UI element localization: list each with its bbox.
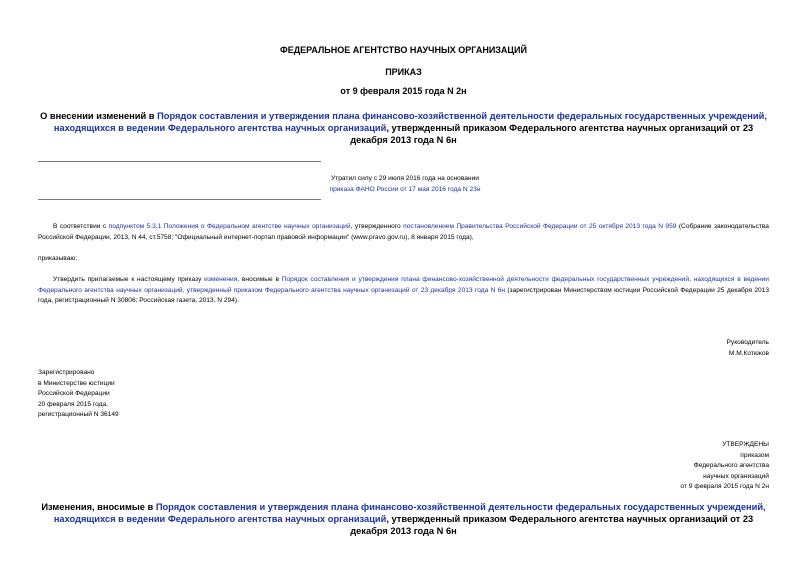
signer-name: М.М.Котюков (728, 349, 769, 357)
lost-force-text: Утратил силу с 29 июля 2016 года на основании (331, 175, 479, 182)
document-title (38, 110, 769, 146)
registration-line: Зарегистрировано (38, 369, 95, 376)
document-date-number: от 9 февраля 2015 года N 2н (340, 86, 467, 96)
approved-line: научных организаций (703, 472, 769, 480)
separator-line-top (38, 161, 321, 162)
preamble-text-1: В соответствии с (53, 223, 109, 230)
procedure-link[interactable]: Порядок составления и утверждения плана финансово-хозяйственной деятельности федеральных государственных учреждений, находящихся в ведении Федерального агентства научных организаций, утвержденный приказом Федерального агентства научных организаций от 23 декабря 2013 года N 6н (38, 276, 769, 294)
changes-title-procedure-link[interactable]: Порядок составления и утверждения плана финансово-хозяйственной деятельности федеральных государственных учреждений, находящихся в ведении Федерального агентства научных организаций (53, 502, 766, 524)
government-decree-link[interactable]: постановлением Правительства Российской Федерации от 25 октября 2013 года N 959 (403, 223, 677, 230)
approved-line: от 9 февраля 2015 года N 2н (680, 483, 769, 490)
changes-title-prefix: Изменения, вносимые в (41, 502, 156, 512)
approved-line: Федерального агентства (693, 462, 769, 469)
approve-text-2: , вносимые в (237, 276, 282, 283)
order-word: приказываю: (38, 255, 78, 262)
approve-text-3: (зарегистрирован Министерством юстиции Российской Федерации 25 декабря 2013 года, регистрационный N 30806; Российская газета, 2013, N 294). (38, 286, 769, 304)
registration-line: регистрационный N 36149 (38, 411, 119, 418)
title-procedure-link[interactable]: Порядок составления и утверждения плана финансово-хозяйственной деятельности федеральных государственных учреждений, находящихся в ведении Федерального агентства научных организаций (53, 111, 767, 133)
registration-line: в Министерстве юстиции (38, 379, 115, 387)
changes-link[interactable]: изменения (204, 276, 238, 283)
registration-block (38, 368, 119, 421)
preamble-paragraph (38, 222, 769, 243)
preamble-text-2: , утвержденного (350, 223, 404, 230)
regulation-link[interactable]: подпунктом 5.3.1 Положения о Федеральном агентстве научных организаций (108, 223, 351, 230)
signer-role: Руководитель (726, 339, 769, 346)
lost-force-link[interactable]: приказа ФАНО России от 17 мая 2016 года N 23н (329, 186, 481, 193)
title-suffix: , утвержденный приказом Федерального агентства научных организаций от 23 декабря 2013 года N 6н (350, 123, 754, 145)
signature-block (727, 338, 769, 359)
preamble-text-3: (Собрание законодательства Российской Федерации, 2013, N 44, ст.5758; "Официальный интернет-портал правовой информации" (www.pravo.gov.ru), 8 января 2015 года), (38, 223, 769, 241)
approved-line: приказом (740, 451, 769, 459)
agency-name: ФЕДЕРАЛЬНОЕ АГЕНТСТВО НАУЧНЫХ ОРГАНИЗАЦИЙ (280, 45, 527, 55)
changes-title-suffix: , утвержденный приказом Федерального агентства научных организаций от 23 декабря 2013 года N 6н (350, 514, 754, 536)
changes-title (38, 501, 769, 537)
approved-block (680, 440, 769, 493)
approved-line: УТВЕРЖДЕНЫ (722, 441, 769, 448)
document-type: ПРИКАЗ (385, 67, 422, 77)
approve-paragraph (38, 275, 769, 307)
registration-line: Российской Федерации (38, 390, 110, 397)
separator-line-bottom (38, 199, 321, 200)
lost-force-note (310, 173, 500, 195)
registration-line: 20 февраля 2015 года, (38, 400, 108, 408)
title-prefix: О внесении изменений в (40, 111, 158, 121)
approve-text-1: Утвердить прилагаемые к настоящему приказу (53, 276, 205, 283)
